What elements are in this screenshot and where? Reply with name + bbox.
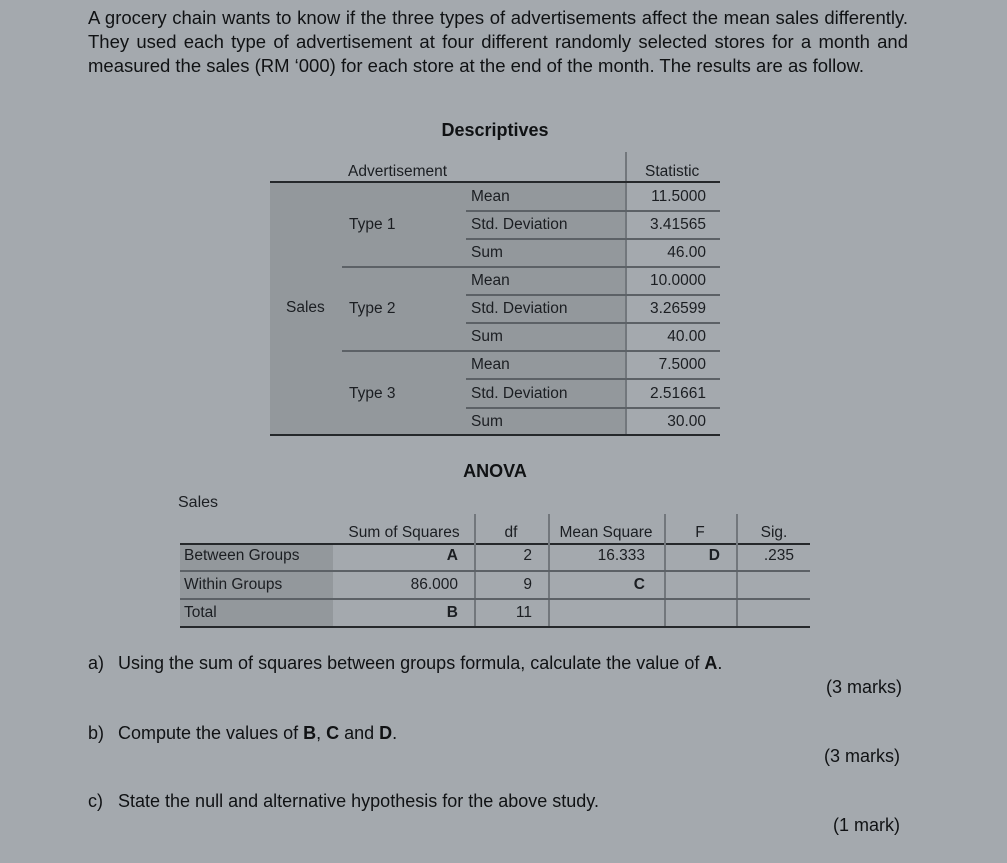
between-groups-ss: A: [446, 547, 458, 564]
question-b-marks: (3 marks): [824, 746, 900, 766]
type-1-mean-value: 11.5000: [651, 188, 706, 205]
descriptives-bottom-rule: [270, 434, 720, 436]
question-a-text: Using the sum of squares between groups formula, calculate the value of: [118, 653, 705, 673]
type-2-sd-label: Std. Deviation: [471, 300, 568, 317]
question-b-bold-d: D: [379, 723, 393, 743]
row-divider: [466, 322, 720, 324]
between-groups-sig: .235: [763, 547, 794, 564]
anova-row-divider: [180, 598, 810, 600]
type-1-sd-label: Std. Deviation: [471, 216, 568, 233]
type-1-mean-label: Mean: [471, 188, 510, 205]
header-advertisement: Advertisement: [348, 163, 448, 180]
question-b-text: Compute the values of: [118, 723, 304, 743]
between-groups-label: Between Groups: [184, 547, 300, 564]
type-2-mean-label: Mean: [471, 272, 510, 289]
within-groups-df: 9: [523, 576, 532, 593]
header-statistic: Statistic: [645, 163, 700, 180]
question-c-marks: (1 mark): [833, 815, 900, 835]
group-divider: [342, 266, 720, 268]
group-divider: [342, 350, 720, 352]
question-b-end: .: [392, 723, 398, 743]
type-2-sd-value: 3.26599: [649, 300, 706, 317]
question-a-bold: A: [704, 653, 718, 673]
anova-title: ANOVA: [463, 461, 527, 481]
type-3-label: Type 3: [349, 385, 396, 402]
question-c-label: c): [88, 791, 103, 811]
question-b-sep-2: and: [339, 723, 380, 743]
total-df: 11: [515, 604, 532, 621]
row-divider: [466, 378, 720, 380]
within-groups-ms: C: [633, 576, 645, 593]
within-groups-ss: 86.000: [410, 576, 458, 593]
header-sig: Sig.: [760, 524, 788, 541]
type-2-label: Type 2: [349, 300, 396, 317]
question-c: [88, 790, 599, 812]
type-2-sum-value: 40.00: [667, 328, 706, 345]
row-divider: [466, 210, 720, 212]
header-mean-square: Mean Square: [559, 524, 653, 541]
question-a-end: .: [717, 653, 723, 673]
row-divider: [466, 238, 720, 240]
anova-header-rule: [180, 543, 810, 545]
type-1-sum-value: 46.00: [667, 244, 706, 261]
between-groups-ms: 16.333: [597, 547, 645, 564]
header-df: df: [504, 524, 518, 541]
question-a-label: a): [88, 653, 105, 673]
question-a: [88, 652, 722, 674]
type-3-sum-label: Sum: [471, 413, 503, 430]
anova-row-divider: [180, 570, 810, 572]
type-3-mean-value: 7.5000: [658, 356, 706, 373]
type-3-sum-value: 30.00: [667, 413, 706, 430]
row-group-sales: Sales: [286, 299, 325, 316]
between-groups-df: 2: [523, 547, 532, 564]
type-1-label: Type 1: [349, 216, 396, 233]
type-1-sd-value: 3.41565: [649, 216, 706, 233]
row-divider: [466, 294, 720, 296]
intro-paragraph: A grocery chain wants to know if the three types of advertisements affect the mean sales differently. They used each type of advertisement at four different randomly selected stores for a month and measured the sales (RM ‘000) for each store at the end of the month. The results are as follow.: [88, 7, 908, 76]
question-b-bold-b: B: [303, 723, 317, 743]
type-3-sd-label: Std. Deviation: [471, 385, 568, 402]
question-b-sep-1: ,: [316, 723, 327, 743]
header-f: F: [695, 524, 705, 541]
question-a-marks: (3 marks): [826, 677, 902, 697]
type-1-sum-label: Sum: [471, 244, 503, 261]
question-c-text: State the null and alternative hypothesis for the above study.: [118, 791, 599, 811]
row-divider: [466, 407, 720, 409]
type-3-mean-label: Mean: [471, 356, 510, 373]
type-3-sd-value: 2.51661: [649, 385, 706, 402]
descriptives-header-rule: [270, 181, 720, 183]
type-2-sum-label: Sum: [471, 328, 503, 345]
question-b: [88, 722, 397, 744]
type-2-mean-value: 10.0000: [649, 272, 706, 289]
between-groups-f: D: [708, 547, 720, 564]
anova-subtitle: Sales: [178, 494, 219, 511]
header-sum-of-squares: Sum of Squares: [348, 524, 460, 541]
total-ss: B: [446, 604, 458, 621]
question-b-bold-c: C: [326, 723, 340, 743]
question-b-label: b): [88, 723, 105, 743]
descriptives-title: Descriptives: [441, 120, 549, 140]
total-label: Total: [184, 604, 217, 621]
within-groups-label: Within Groups: [184, 576, 283, 593]
anova-bottom-rule: [180, 626, 810, 628]
